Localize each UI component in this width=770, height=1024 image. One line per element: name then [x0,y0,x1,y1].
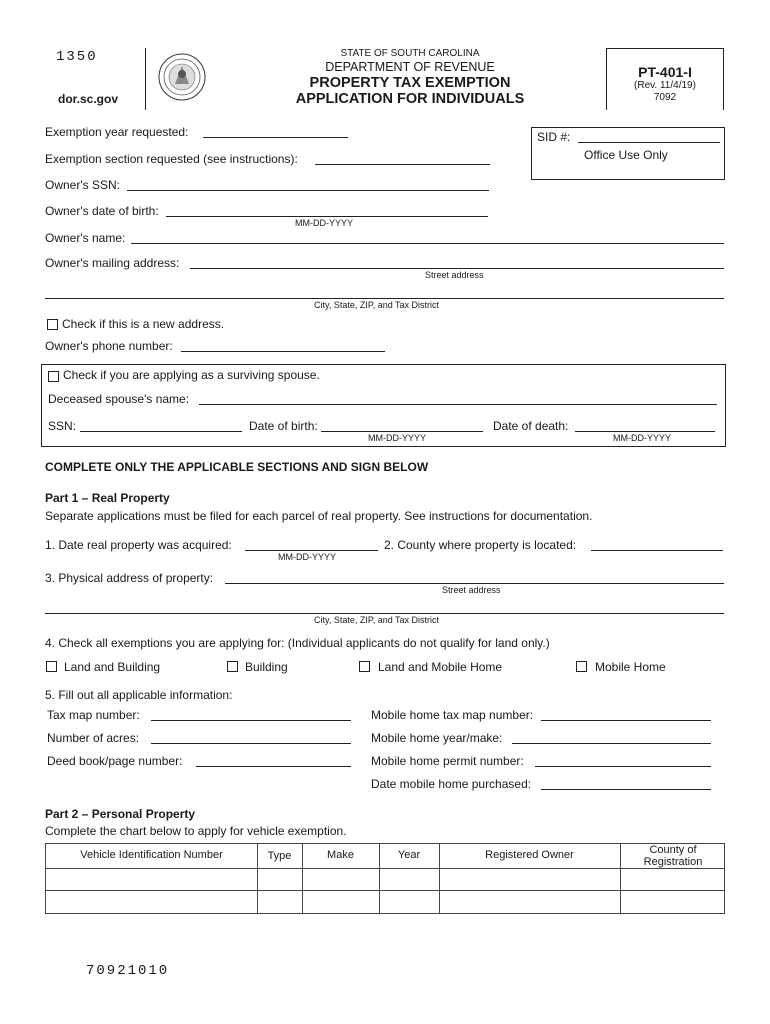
deceased-name-field[interactable] [199,404,717,405]
owner-phone-field[interactable] [181,351,385,352]
form-code-bottom: 70921010 [86,963,170,979]
acres-field[interactable] [151,743,351,744]
owner-ssn-label: Owner's SSN: [45,178,120,192]
spouse-dob-hint: MM-DD-YYYY [368,433,426,443]
new-address-label: Check if this is a new address. [62,317,225,331]
mh-permit-field[interactable] [535,766,711,767]
part1-heading: Part 1 – Real Property [45,491,170,505]
form-title-line1: PROPERTY TAX EXEMPTION [309,75,511,91]
mobile-home-label: Mobile Home [595,660,666,674]
form-code: 7092 [653,92,677,103]
owner-phone-label: Owner's phone number: [45,339,173,353]
acres-label: Number of acres: [47,731,140,745]
spouse-dob-label: Date of birth: [249,419,318,433]
spouse-ssn-label: SSN: [48,419,77,433]
q1-label: 1. Date real property was acquired: [45,538,232,552]
deed-field[interactable] [196,766,351,767]
owner-dob-hint: MM-DD-YYYY [295,218,353,228]
spouse-ssn-field[interactable] [80,431,242,432]
header-divider-left [145,48,146,110]
owner-name-field[interactable] [131,243,724,244]
mh-tax-map-label: Mobile home tax map number: [371,708,534,722]
form-number: PT-401-I [638,64,692,80]
owner-city-field[interactable] [45,298,724,299]
part2-note: Complete the chart below to apply for vehicle exemption. [45,824,347,838]
owner-dob-label: Owner's date of birth: [45,204,159,218]
form-code-top: 1350 [56,49,98,65]
deed-label: Deed book/page number: [47,754,183,768]
spouse-dod-label: Date of death: [493,419,569,433]
owner-name-label: Owner's name: [45,231,126,245]
building-label: Building [245,660,288,674]
q4-label: 4. Check all exemptions you are applying for: (Individual applicants do not qualify for land only.) [45,636,550,650]
property-street-field[interactable] [225,583,724,584]
vehicle-row-2[interactable] [46,891,724,913]
vehicle-table [45,843,725,914]
property-street-hint: Street address [442,585,501,595]
mobile-home-checkbox[interactable] [576,661,587,672]
exemption-year-field[interactable] [203,137,348,138]
mh-year-label: Mobile home year/make: [371,731,503,745]
tax-map-label: Tax map number: [47,708,140,722]
owner-mailing-label: Owner's mailing address: [45,256,180,270]
part2-heading: Part 2 – Personal Property [45,807,196,821]
owner-street-field[interactable] [190,268,724,269]
building-checkbox[interactable] [227,661,238,672]
part1-note: Separate applications must be filed for each parcel of real property. See instructions for documentation. [45,509,593,523]
department-name: DEPARTMENT OF REVENUE [325,60,495,74]
col-type: Type [267,850,292,862]
new-address-checkbox[interactable] [47,319,58,330]
exemption-year-label: Exemption year requested: [45,125,189,139]
exemption-section-label: Exemption section requested (see instructions): [45,152,298,166]
col-registered-owner: Registered Owner [485,849,574,861]
land-and-building-checkbox[interactable] [46,661,57,672]
acquired-date-hint: MM-DD-YYYY [278,552,336,562]
tax-map-field[interactable] [151,720,351,721]
col-county: County of Registration [643,844,703,868]
spouse-dod-hint: MM-DD-YYYY [613,433,671,443]
land-and-mobile-home-checkbox[interactable] [359,661,370,672]
deceased-name-label: Deceased spouse's name: [48,392,190,406]
surviving-spouse-label: Check if you are applying as a surviving spouse. [63,368,320,382]
state-seal-icon [157,52,207,102]
website-label: dor.sc.gov [58,92,119,106]
col-vin: Vehicle Identification Number [80,849,223,861]
property-city-field[interactable] [45,613,724,614]
land-and-mobile-home-label: Land and Mobile Home [378,660,503,674]
sid-field[interactable] [578,142,720,143]
owner-street-hint: Street address [425,270,484,280]
mh-permit-label: Mobile home permit number: [371,754,524,768]
acquired-date-field[interactable] [245,550,378,551]
q5-label: 5. Fill out all applicable information: [45,688,233,702]
state-name: STATE OF SOUTH CAROLINA [340,48,480,59]
county-field[interactable] [591,550,723,551]
form-revision: (Rev. 11/4/19) [634,80,696,91]
mh-date-field[interactable] [541,789,711,790]
col-make: Make [327,849,354,861]
mh-tax-map-field[interactable] [541,720,711,721]
property-city-hint: City, State, ZIP, and Tax District [314,615,440,625]
owner-ssn-field[interactable] [127,190,489,191]
owner-city-hint: City, State, ZIP, and Tax District [314,300,440,310]
mh-date-label: Date mobile home purchased: [371,777,532,791]
spouse-dod-field[interactable] [575,431,715,432]
q3-label: 3. Physical address of property: [45,571,214,585]
form-title-line2: APPLICATION FOR INDIVIDUALS [295,91,525,107]
surviving-spouse-checkbox[interactable] [48,371,59,382]
land-and-building-label: Land and Building [64,660,161,674]
col-year: Year [397,849,421,861]
instructions-heading: COMPLETE ONLY THE APPLICABLE SECTIONS AND SIGN BELOW [45,460,429,474]
mh-year-field[interactable] [512,743,711,744]
owner-dob-field[interactable] [166,216,488,217]
q2-label: 2. County where property is located: [384,538,577,552]
sid-label: SID #: [537,130,571,144]
spouse-dob-field[interactable] [321,431,483,432]
exemption-section-field[interactable] [315,164,490,165]
vehicle-row-1[interactable] [46,869,724,890]
office-use-only-label: Office Use Only [584,148,668,162]
